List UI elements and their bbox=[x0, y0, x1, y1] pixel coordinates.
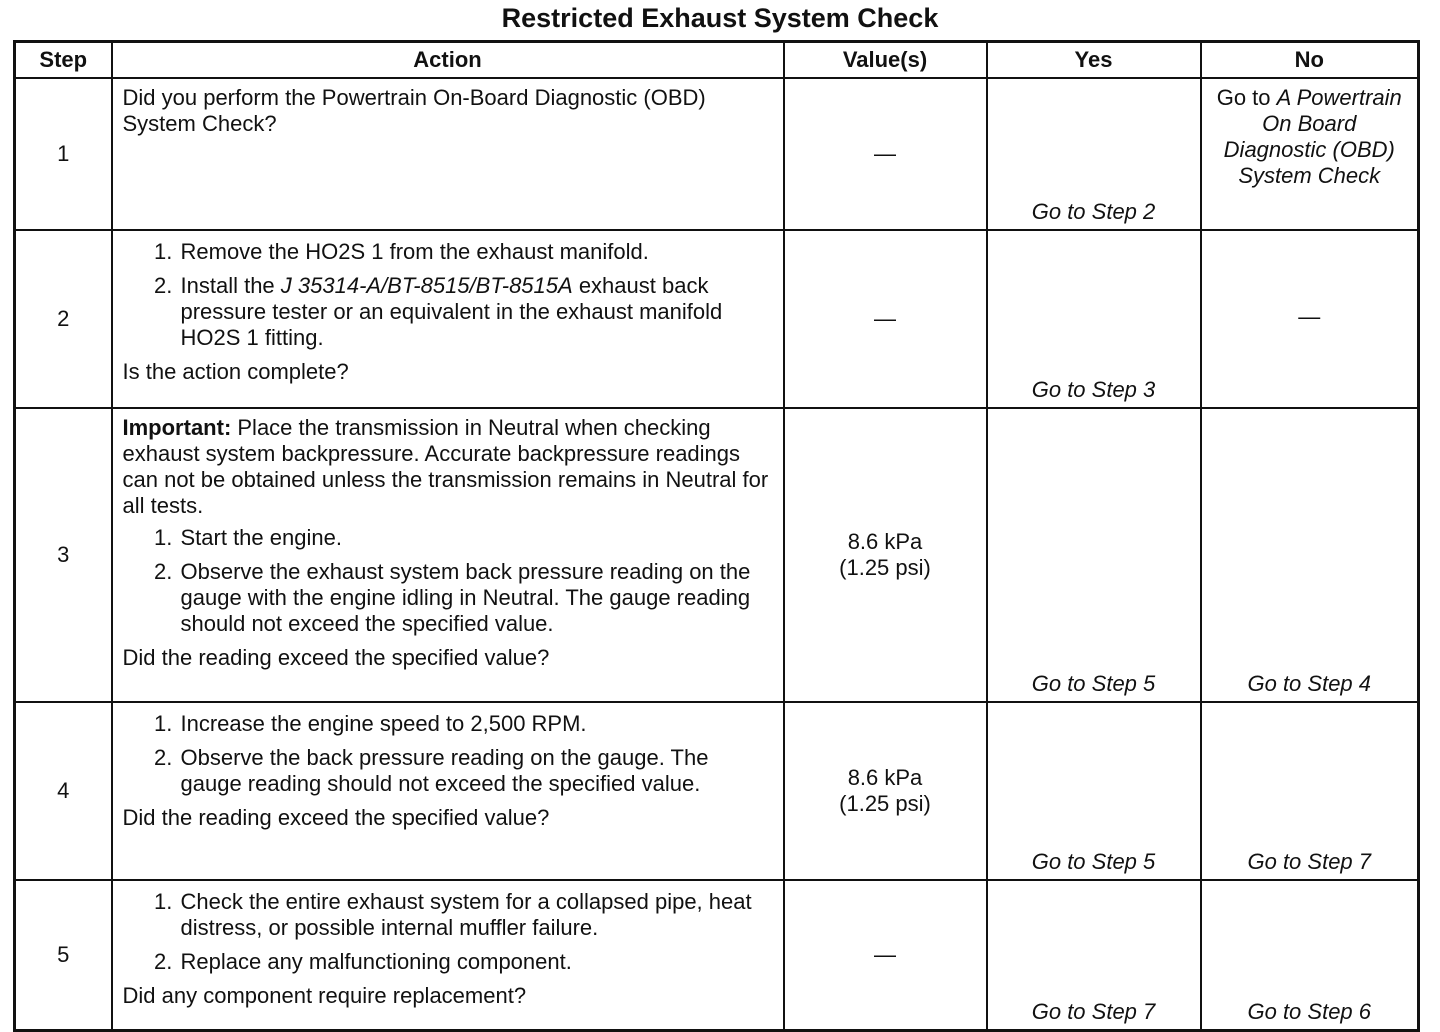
yes-cell[interactable]: Go to Step 3 bbox=[987, 230, 1201, 408]
value-cell bbox=[784, 408, 987, 702]
action-question: Did any component require replacement? bbox=[122, 983, 527, 1008]
value-cell bbox=[784, 230, 987, 408]
table-row bbox=[15, 230, 1419, 408]
yes-cell[interactable]: Go to Step 7 bbox=[987, 880, 1201, 1031]
action-item: 2. Observe the exhaust system back pressure reading on the gauge with the engine idling in Neutral. The gauge reading should not exceed the specified value. bbox=[179, 559, 775, 637]
value-cell bbox=[784, 78, 987, 230]
step-number: 1 bbox=[15, 78, 112, 230]
yes-cell[interactable]: Go to Step 5 bbox=[987, 408, 1201, 702]
action-item: 1. Start the engine. bbox=[179, 525, 775, 551]
step-number: 4 bbox=[15, 702, 112, 880]
no-prefix: Go to bbox=[1216, 85, 1271, 110]
tool-reference: J 35314-A/BT-8515/BT-8515A bbox=[280, 273, 573, 298]
table-row bbox=[15, 880, 1419, 1031]
table-row bbox=[15, 78, 1419, 230]
no-cell[interactable]: Go to Step 7 bbox=[1201, 702, 1419, 880]
page-title: Restricted Exhaust System Check bbox=[501, 3, 939, 33]
table-row bbox=[15, 702, 1419, 880]
action-item: 1. Remove the HO2S 1 from the exhaust manifold. bbox=[179, 239, 775, 265]
action-item: 2. Install the J 35314-A/BT-8515/BT-8515A exhaust back pressure tester or an equivalent in the exhaust manifold HO2S 1 fitting. bbox=[179, 273, 775, 351]
action-cell bbox=[112, 702, 784, 880]
header-no: No bbox=[1201, 42, 1419, 79]
value-dash: — bbox=[874, 141, 896, 166]
header-action: Action bbox=[112, 42, 784, 79]
action-cell bbox=[112, 408, 784, 702]
action-question: Is the action complete? bbox=[122, 359, 349, 384]
important-note: Important: Place the transmission in Neutral when checking exhaust system backpressure. Accurate backpressure readings can not be obtained unless the transmission remains in Neutral for all tests. bbox=[122, 415, 769, 518]
step-number: 2 bbox=[15, 230, 112, 408]
action-question: Did the reading exceed the specified value? bbox=[122, 645, 550, 670]
no-cell[interactable]: Go to Step 6 bbox=[1201, 880, 1419, 1031]
action-cell bbox=[112, 230, 784, 408]
yes-cell[interactable]: Go to Step 5 bbox=[987, 702, 1201, 880]
step-number: 5 bbox=[15, 880, 112, 1031]
diagnostic-table bbox=[13, 40, 1420, 1032]
header-step: Step bbox=[15, 42, 112, 79]
no-cell: — bbox=[1201, 230, 1419, 408]
action-question: Did the reading exceed the specified value? bbox=[122, 805, 550, 830]
action-cell bbox=[112, 880, 784, 1031]
value-cell bbox=[784, 702, 987, 880]
value-kpa: 8.6 kPa bbox=[847, 765, 923, 790]
value-kpa: 8.6 kPa bbox=[847, 529, 923, 554]
value-cell bbox=[784, 880, 987, 1031]
action-item: 1. Increase the engine speed to 2,500 RPM. bbox=[179, 711, 775, 737]
no-link-text[interactable]: A Powertrain On Board Diagnostic (OBD) System Check bbox=[1223, 85, 1402, 188]
header-yes: Yes bbox=[987, 42, 1201, 79]
header-values: Value(s) bbox=[784, 42, 987, 79]
value-dash: — bbox=[874, 306, 896, 331]
action-item: 2. Replace any malfunctioning component. bbox=[179, 949, 775, 975]
value-dash: — bbox=[874, 942, 896, 967]
step-number: 3 bbox=[15, 408, 112, 702]
table-row bbox=[15, 408, 1419, 702]
header-row bbox=[15, 42, 1419, 79]
action-question: Did you perform the Powertrain On-Board Diagnostic (OBD) System Check? bbox=[122, 85, 706, 136]
action-item: 2. Observe the back pressure reading on the gauge. The gauge reading should not exceed the specified value. bbox=[179, 745, 775, 797]
value-psi: (1.25 psi) bbox=[839, 555, 931, 580]
yes-cell[interactable]: Go to Step 2 bbox=[987, 78, 1201, 230]
no-cell[interactable]: Go to Step 4 bbox=[1201, 408, 1419, 702]
no-cell[interactable] bbox=[1201, 78, 1419, 230]
value-psi: (1.25 psi) bbox=[839, 791, 931, 816]
important-label: Important: bbox=[122, 415, 232, 440]
action-item: 1. Check the entire exhaust system for a collapsed pipe, heat distress, or possible internal muffler failure. bbox=[179, 889, 775, 941]
action-cell bbox=[112, 78, 784, 230]
